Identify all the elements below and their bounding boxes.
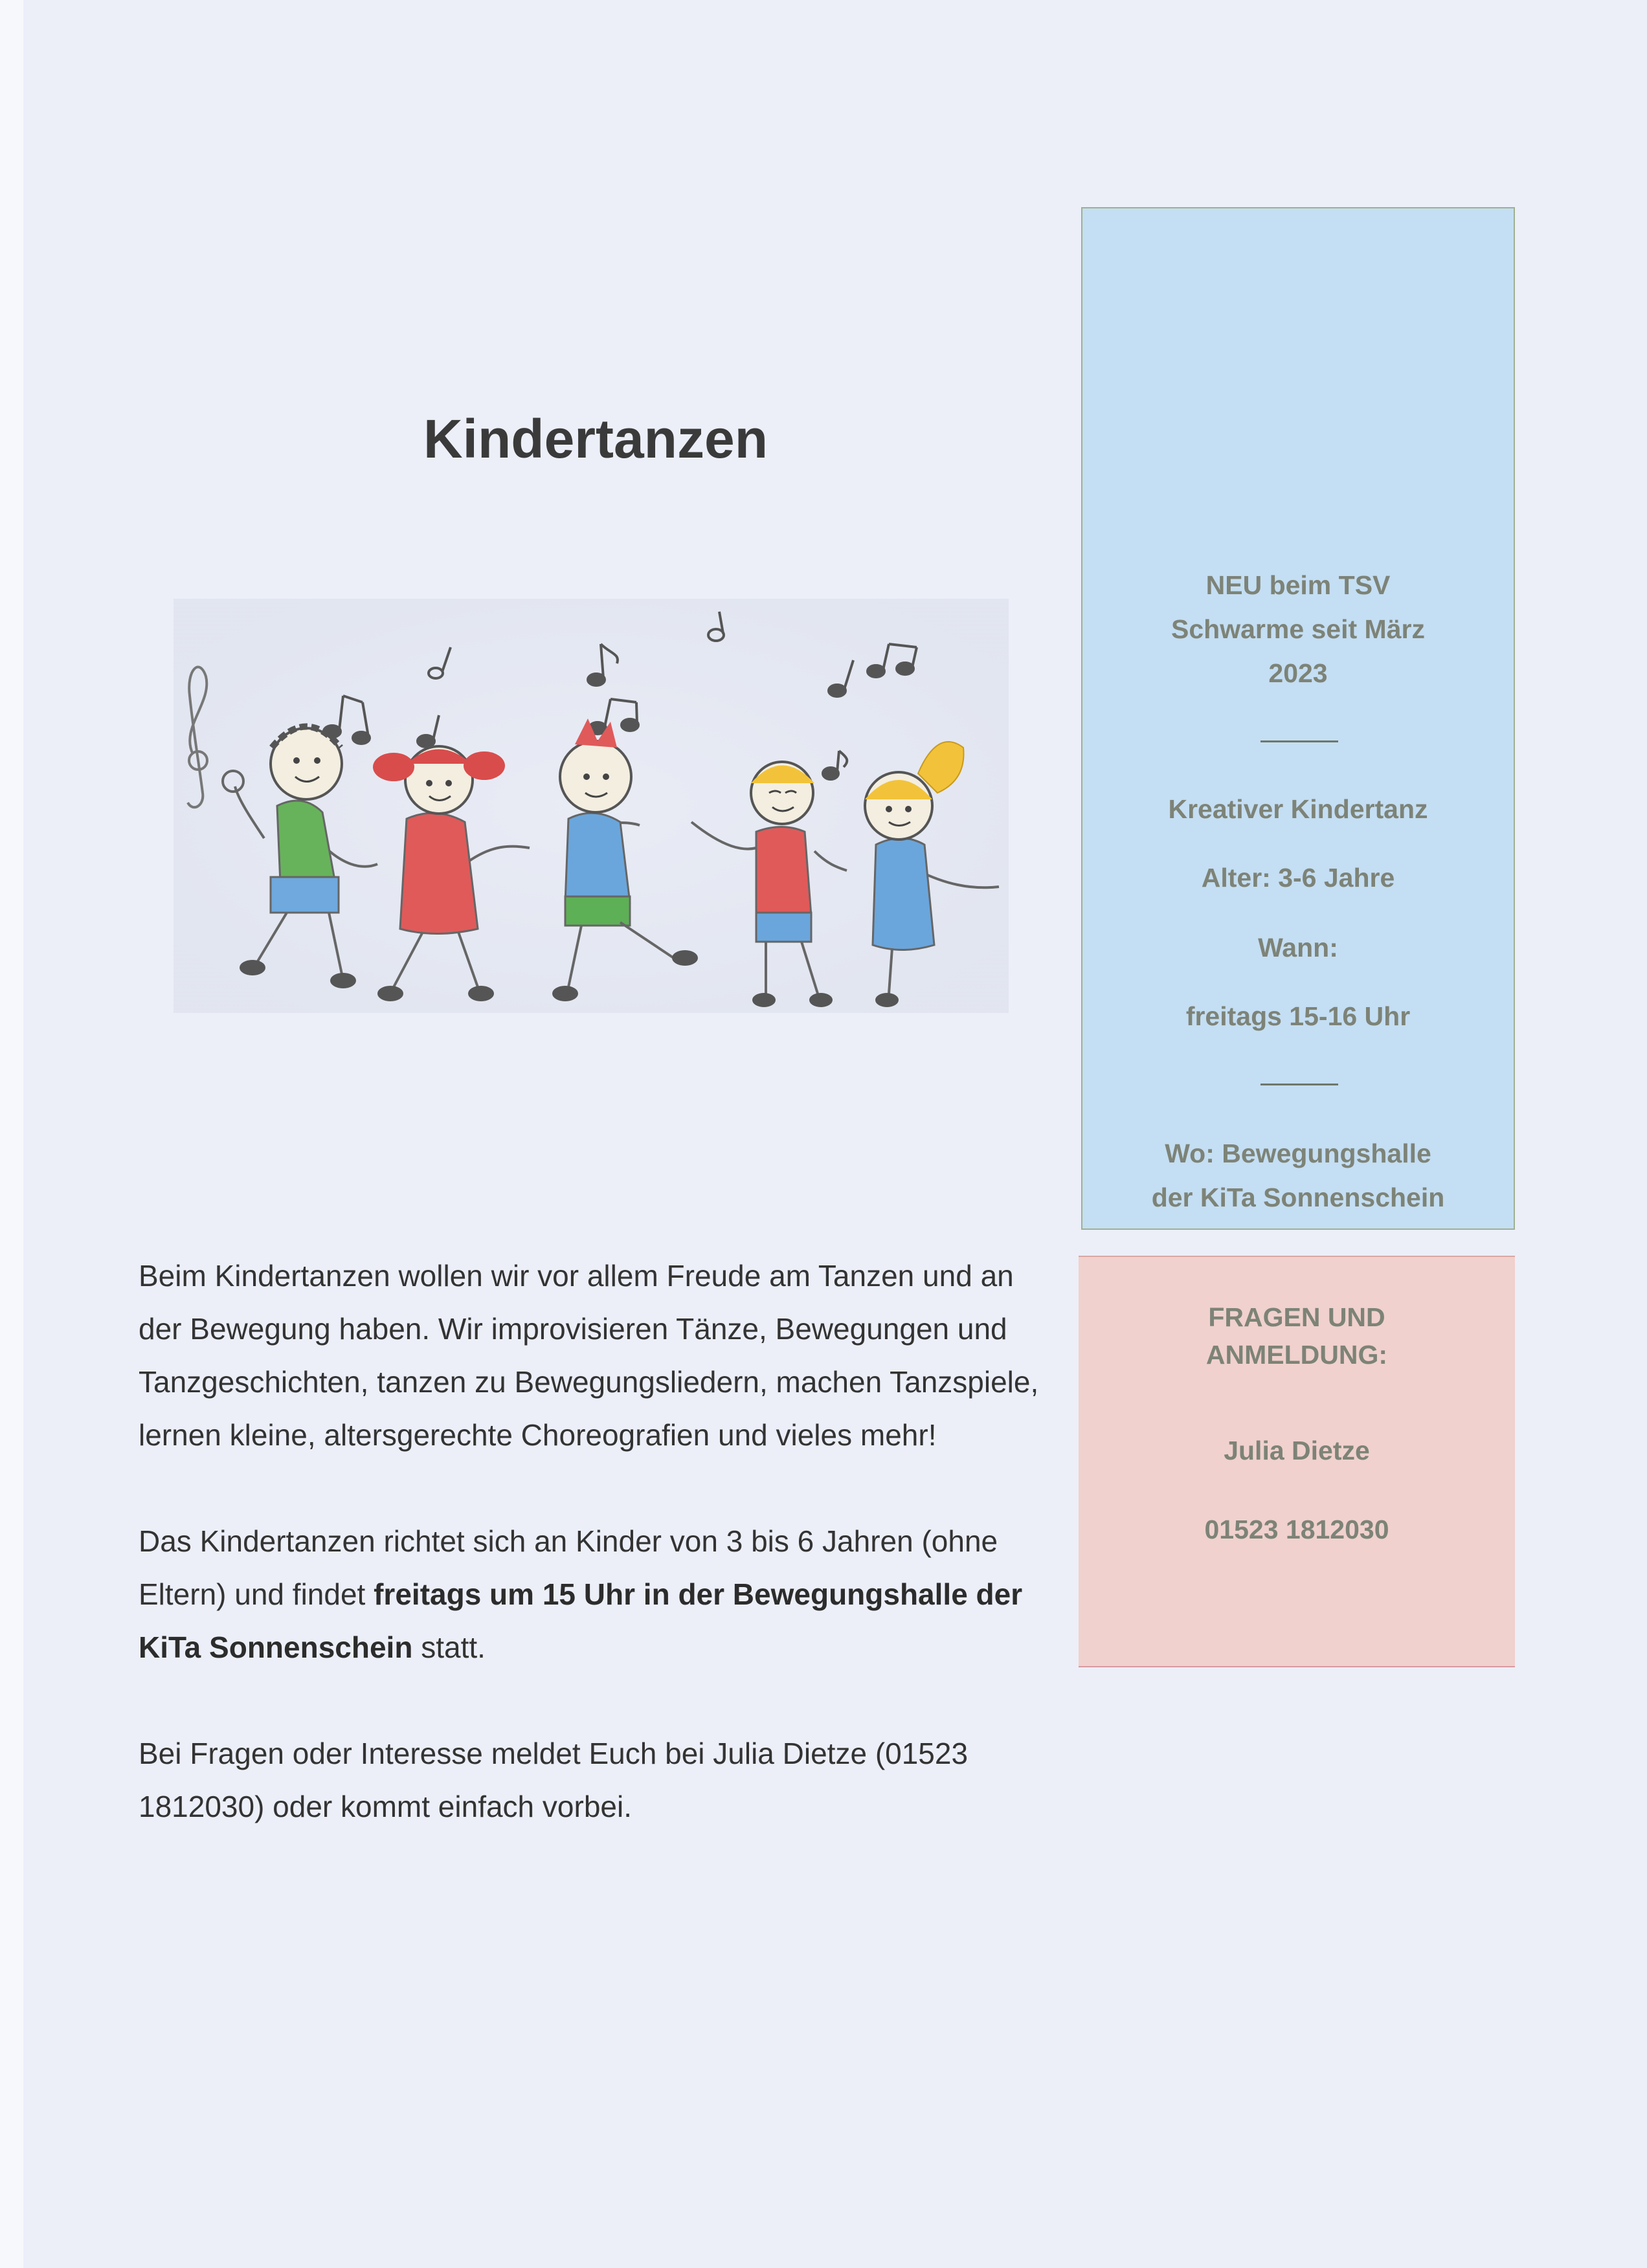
dancing-children-illustration [174, 599, 1009, 1013]
description-paragraph-3: Bei Fragen oder Interesse meldet Euch bei Julia Dietze (01523 1812030) oder kommt einfach vorbei. [139, 1737, 969, 1823]
description-text [139, 1249, 1058, 1886]
page-title: Kindertanzen [423, 408, 768, 469]
info-box [1081, 207, 1515, 1230]
info-headline-line-3: 2023 [1268, 658, 1328, 688]
info-when-value: freitags 15-16 Uhr [1185, 1001, 1411, 1031]
paragraph-2-start: Das Kindertanzen richtet sich an Kinder von 3 bis 6 Jahren (ohne Eltern) und findet [139, 1524, 998, 1611]
info-where-line-1: Wo: Bewegungshalle [1165, 1139, 1431, 1168]
page-edge [0, 0, 23, 2268]
contact-heading-line-1: FRAGEN UND [1208, 1302, 1385, 1332]
info-age: Alter: 3-6 Jahre [1201, 863, 1395, 893]
info-headline-line-1: NEU beim TSV [1205, 570, 1391, 600]
info-divider-2 [1260, 1084, 1338, 1085]
paragraph-2-highlight: freitags um 15 Uhr in der Bewegungshalle der KiTa Sonnenschein [139, 1577, 1023, 1664]
info-headline-line-2: Schwarme seit März [1171, 614, 1425, 644]
info-when-label: Wann: [1258, 933, 1338, 962]
contact-phone: 01523 1812030 [1204, 1515, 1389, 1544]
description-paragraph-1: Beim Kindertanzen wollen wir vor allem Freude am Tanzen und an der Bewegung haben. Wir improvisieren Tänze, Bewegungen und Tanzgeschichten, tanzen zu Bewegungsliedern, machen Tanzspiele, lernen kleine, altersgerechte Choreografien und vieles mehr! [139, 1259, 1039, 1452]
info-divider-1 [1260, 740, 1338, 742]
contact-name: Julia Dietze [1224, 1436, 1370, 1465]
info-where-line-2: der KiTa Sonnenschein [1151, 1183, 1445, 1212]
contact-heading-line-2: ANMELDUNG: [1205, 1340, 1388, 1370]
paragraph-2-end: statt. [412, 1630, 486, 1664]
description-paragraph-2 [139, 1515, 1058, 1674]
contact-box [1079, 1256, 1515, 1667]
info-course: Kreativer Kindertanz [1168, 794, 1428, 824]
